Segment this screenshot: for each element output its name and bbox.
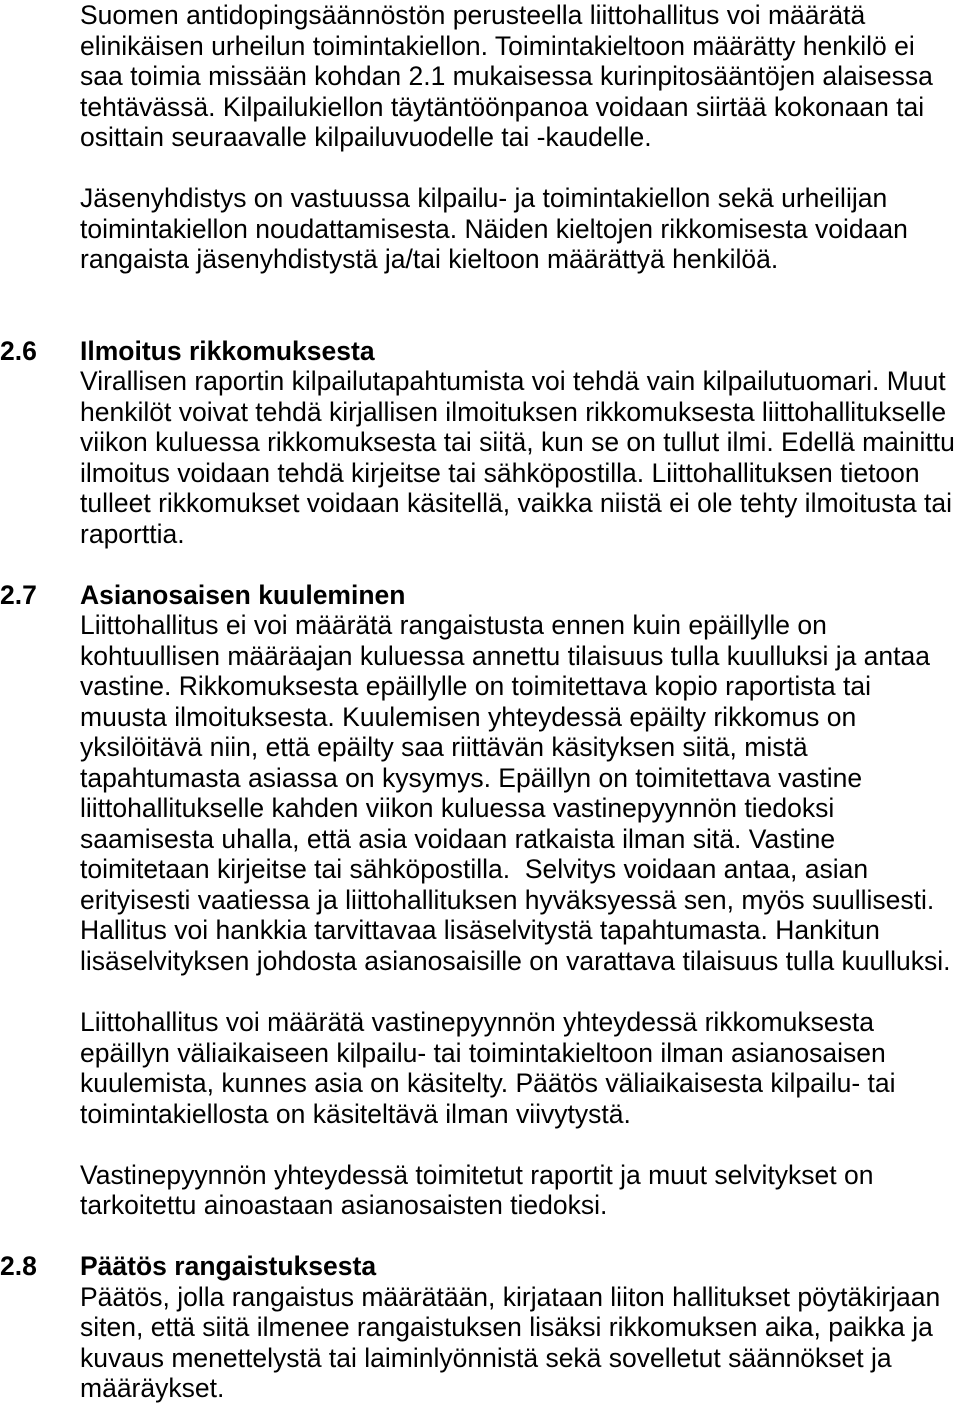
blank-line xyxy=(0,549,960,580)
paragraph xyxy=(0,1282,960,1404)
section-number: 2.8 xyxy=(0,1251,37,1282)
blank-line xyxy=(0,1129,960,1160)
paragraph-line: tarkoitettu ainoastaan asianosaisten tiedoksi. xyxy=(80,1190,608,1221)
paragraph-line: erityisesti vaatiessa ja liittohallituksen hyväksyessä sen, myös suullisesti. xyxy=(80,884,935,915)
paragraph-line: kohtuullisen määräajan kuluessa annettu tilaisuus tulla kuulluksi ja antaa xyxy=(80,640,930,671)
paragraph-line: kuvaus menettelystä tai laiminlyönnistä sekä sovelletut säännökset ja xyxy=(80,1342,892,1373)
paragraph-line: saamisesta uhalla, että asia voidaan ratkaista ilman sitä. Vastine xyxy=(80,823,836,854)
paragraph-line: Jäsenyhdistys on vastuussa kilpailu- ja toimintakiellon sekä urheilijan xyxy=(80,183,888,214)
blank-line xyxy=(0,305,960,336)
paragraph-line: elinikäisen urheilun toimintakiellon. Toimintakieltoon määrätty henkilö ei xyxy=(80,30,915,61)
section-number: 2.6 xyxy=(0,335,37,366)
paragraph-line: vastine. Rikkomuksesta epäillylle on toimitettava kopio raportista tai xyxy=(80,671,871,702)
paragraph-line: henkilöt voivat tehdä kirjallisen ilmoituksen rikkomuksesta liittohallitukselle xyxy=(80,396,947,427)
paragraph-line: Hallitus voi hankkia tarvittavaa lisäselvitystä tapahtumasta. Hankitun xyxy=(80,915,880,946)
paragraph-line: liittohallitukselle kahden viikon kuluessa vastinepyynnön tiedoksi xyxy=(80,793,835,824)
paragraph-line: Liittohallitus ei voi määrätä rangaistusta ennen kuin epäillylle on xyxy=(80,610,827,641)
section-heading xyxy=(0,336,960,367)
section-title: Päätös rangaistuksesta xyxy=(80,1251,377,1282)
paragraph-line: toimintakiellosta on käsiteltävä ilman viivytystä. xyxy=(80,1098,631,1129)
paragraph-line: siten, että siitä ilmenee rangaistuksen lisäksi rikkomuksen aika, paikka ja xyxy=(80,1312,933,1343)
paragraph-line: Liittohallitus voi määrätä vastinepyynnön yhteydessä rikkomuksesta xyxy=(80,1007,874,1038)
paragraph-line: Päätös, jolla rangaistus määrätään, kirjataan liiton hallitukset pöytäkirjaan xyxy=(80,1281,941,1312)
paragraph-line: määräykset. xyxy=(80,1373,225,1404)
paragraph xyxy=(0,183,960,275)
blank-line xyxy=(0,275,960,306)
paragraph-line: Suomen antidopingsäännöstön perusteella liittohallitus voi määrätä xyxy=(80,0,866,30)
paragraph-line: yksilöitävä niin, että epäilty saa riittävän käsityksen siitä, mistä xyxy=(80,732,808,763)
paragraph-line: kuulemista, kunnes asia on käsitelty. Päätös väliaikaisesta kilpailu- tai xyxy=(80,1068,896,1099)
paragraph xyxy=(0,1007,960,1129)
section-heading xyxy=(0,1251,960,1282)
section-title: Asianosaisen kuuleminen xyxy=(80,579,406,610)
paragraph xyxy=(0,0,960,153)
paragraph-line: ilmoitus voidaan tehdä kirjeitse tai sähköpostilla. Liittohallituksen tietoon xyxy=(80,457,920,488)
section-number: 2.7 xyxy=(0,579,37,610)
paragraph-line: toimitetaan kirjeitse tai sähköpostilla. Selvitys voidaan antaa, asian xyxy=(80,854,869,885)
section-2-6 xyxy=(0,336,960,550)
blank-line xyxy=(0,977,960,1008)
paragraph-line: osittain seuraavalle kilpailuvuodelle tai -kaudelle. xyxy=(80,122,652,153)
paragraph-line: toimintakiellon noudattamisesta. Näiden kieltojen rikkomisesta voidaan xyxy=(80,213,908,244)
paragraph-line: raporttia. xyxy=(80,518,185,549)
paragraph-line: tapahtumasta asiassa on kysymys. Epäillyn on toimitettava vastine xyxy=(80,762,863,793)
paragraph-line: lisäselvityksen johdosta asianosaisille on varattava tilaisuus tulla kuulluksi. xyxy=(80,945,951,976)
paragraph-line: Vastinepyynnön yhteydessä toimitetut raportit ja muut selvitykset on xyxy=(80,1159,874,1190)
blank-line xyxy=(0,1221,960,1252)
section-title: Ilmoitus rikkomuksesta xyxy=(80,335,375,366)
paragraph-line: tulleet rikkomukset voidaan käsitellä, vaikka niistä ei ole tehty ilmoitusta tai xyxy=(80,488,952,519)
section-2-8 xyxy=(0,1251,960,1404)
paragraph xyxy=(0,610,960,976)
paragraph-line: viikon kuluessa rikkomuksesta tai siitä, kun se on tullut ilmi. Edellä mainittu xyxy=(80,427,955,458)
section-2-7 xyxy=(0,580,960,1221)
paragraph-line: epäillyn väliaikaiseen kilpailu- tai toimintakieltoon ilman asianosaisen xyxy=(80,1037,886,1068)
blank-line xyxy=(0,153,960,184)
paragraph-line: muusta ilmoituksesta. Kuulemisen yhteydessä epäilty rikkomus on xyxy=(80,701,857,732)
paragraph-line: Virallisen raportin kilpailutapahtumista voi tehdä vain kilpailutuomari. Muut xyxy=(80,366,946,397)
section-heading xyxy=(0,580,960,611)
paragraph-line: rangaista jäsenyhdistystä ja/tai kieltoon määrättyä henkilöä. xyxy=(80,244,779,275)
paragraph-line: saa toimia missään kohdan 2.1 mukaisessa kurinpitosääntöjen alaisessa xyxy=(80,61,933,92)
paragraph xyxy=(0,366,960,549)
paragraph-line: tehtävässä. Kilpailukiellon täytäntöönpanoa voidaan siirtää kokonaan tai xyxy=(80,91,925,122)
paragraph xyxy=(0,1160,960,1221)
